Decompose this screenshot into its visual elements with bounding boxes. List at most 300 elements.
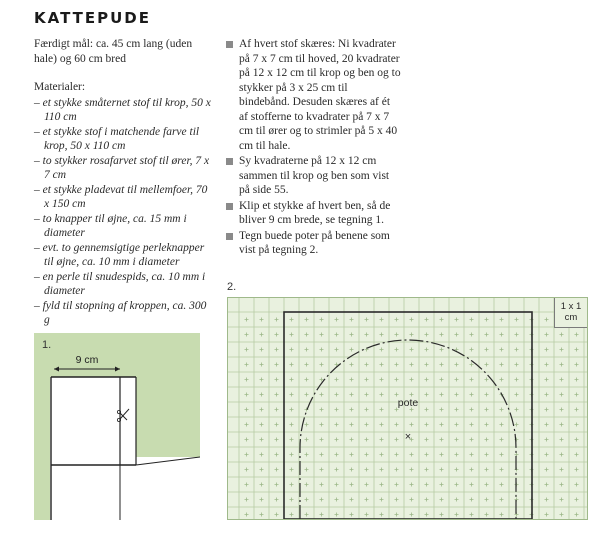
material-item: – to stykker rosafarvet stof til ører, 7 x 7 cm — [34, 154, 214, 183]
grid-plus-mark — [440, 468, 444, 472]
square-bullet-icon — [226, 158, 233, 165]
figure-1-label: 1. — [42, 339, 52, 351]
grid-plus-mark — [290, 498, 294, 502]
grid-plus-mark — [275, 348, 279, 352]
grid-plus-mark — [320, 453, 324, 457]
grid-plus-mark — [500, 453, 504, 457]
grid-plus-mark — [500, 378, 504, 382]
grid-plus-mark — [275, 513, 279, 517]
grid-plus-mark — [350, 378, 354, 382]
grid-plus-mark — [545, 348, 549, 352]
material-item: – et stykke pladevat til mellemfoer, 70 x 150 cm — [34, 183, 214, 212]
figure-2-panel — [227, 297, 588, 520]
grid-plus-mark — [350, 393, 354, 397]
grid-plus-mark — [575, 333, 579, 337]
grid-plus-mark — [410, 363, 414, 367]
grid-plus-mark — [290, 378, 294, 382]
grid-plus-mark — [500, 333, 504, 337]
grid-plus-mark — [350, 348, 354, 352]
grid-plus-mark — [515, 348, 519, 352]
grid-plus-mark — [380, 468, 384, 472]
grid-plus-mark — [305, 453, 309, 457]
grid-plus-mark — [260, 453, 264, 457]
grid-plus-mark — [440, 423, 444, 427]
grid-plus-mark — [290, 468, 294, 472]
grid-plus-mark — [305, 438, 309, 442]
material-item: – to knapper til øjne, ca. 15 mm i diameter — [34, 212, 214, 241]
grid-plus-mark — [290, 318, 294, 322]
grid-plus-mark — [545, 498, 549, 502]
grid-plus-mark — [440, 378, 444, 382]
grid-plus-mark — [560, 513, 564, 517]
grid-plus-mark — [485, 438, 489, 442]
grid-plus-mark — [500, 363, 504, 367]
grid-plus-mark — [260, 483, 264, 487]
grid-plus-mark — [395, 393, 399, 397]
grid-plus-mark — [245, 333, 249, 337]
step-text: Sy kvadraterne på 12 x 12 cm sammen til krop og ben som vist på side 55. — [239, 155, 390, 196]
grid-plus-mark — [560, 423, 564, 427]
grid-plus-mark — [335, 438, 339, 442]
grid-plus-mark — [470, 438, 474, 442]
grid-plus-mark — [320, 408, 324, 412]
grid-plus-mark — [575, 468, 579, 472]
grid-plus-mark — [245, 318, 249, 322]
grid-plus-mark — [260, 468, 264, 472]
materials-heading: Materialer: — [34, 81, 86, 93]
grid-plus-mark — [560, 363, 564, 367]
grid-plus-mark — [485, 423, 489, 427]
grid-plus-mark — [350, 483, 354, 487]
grid-plus-mark — [335, 408, 339, 412]
grid-plus-mark — [245, 393, 249, 397]
step-text: Af hvert stof skæres: Ni kvadrater på 7 x 7 cm til hoved, 20 kvadrater på 12 x 12 cm til krop og ben og to stykker på 3 x 25 cm til bindebånd. Desuden skæres af ét af stofferne to kvadrater på 7 x 7 cm til ører og to strimler på 5 x 40 cm til hale. — [239, 38, 401, 152]
grid-plus-mark — [500, 468, 504, 472]
grid-plus-mark — [365, 498, 369, 502]
grid-plus-mark — [290, 423, 294, 427]
grid-plus-mark — [365, 378, 369, 382]
grid-plus-mark — [575, 378, 579, 382]
grid-plus-mark — [320, 348, 324, 352]
grid-plus-mark — [260, 378, 264, 382]
grid-plus-mark — [575, 408, 579, 412]
grid-plus-mark — [560, 348, 564, 352]
grid-plus-mark — [515, 408, 519, 412]
grid-plus-mark — [545, 333, 549, 337]
grid-plus-mark — [290, 348, 294, 352]
grid-plus-mark — [245, 483, 249, 487]
grid-plus-mark — [275, 498, 279, 502]
grid-plus-mark — [395, 333, 399, 337]
grid-plus-mark — [275, 318, 279, 322]
grid-plus-mark — [290, 408, 294, 412]
grid-plus-mark — [305, 468, 309, 472]
grid-plus-mark — [410, 483, 414, 487]
grid-plus-mark — [275, 468, 279, 472]
grid-plus-mark — [455, 423, 459, 427]
grid-plus-mark — [485, 378, 489, 382]
grid-plus-mark — [485, 318, 489, 322]
grid-plus-mark — [455, 513, 459, 517]
grid-plus-mark — [470, 393, 474, 397]
grid-plus-mark — [410, 453, 414, 457]
grid-plus-mark — [395, 363, 399, 367]
grid-plus-mark — [515, 453, 519, 457]
grid-plus-mark — [245, 468, 249, 472]
grid-plus-mark — [275, 363, 279, 367]
materials-section — [34, 80, 214, 328]
grid-plus-mark — [470, 453, 474, 457]
grid-plus-mark — [560, 468, 564, 472]
grid-plus-mark — [335, 513, 339, 517]
grid-plus-mark — [455, 378, 459, 382]
grid-plus-mark — [260, 408, 264, 412]
grid-plus-mark — [425, 363, 429, 367]
grid-plus-mark — [305, 423, 309, 427]
grid-plus-mark — [515, 318, 519, 322]
grid-plus-mark — [575, 513, 579, 517]
grid-plus-mark — [425, 498, 429, 502]
grid-plus-mark — [440, 318, 444, 322]
grid-plus-mark — [410, 393, 414, 397]
grid-plus-mark — [365, 438, 369, 442]
grid-plus-mark — [500, 438, 504, 442]
step-text: Klip et stykke af hvert ben, så de bliver 9 cm brede, se tegning 1. — [239, 199, 391, 226]
grid-plus-mark — [455, 498, 459, 502]
grid-plus-mark — [275, 333, 279, 337]
fabric-lower-area — [50, 457, 200, 520]
grid-plus-mark — [350, 408, 354, 412]
grid-plus-mark — [425, 513, 429, 517]
grid-plus-mark — [515, 393, 519, 397]
grid-plus-mark — [515, 423, 519, 427]
grid-plus-mark — [320, 468, 324, 472]
grid-plus-mark — [425, 423, 429, 427]
grid-plus-mark — [545, 483, 549, 487]
grid-plus-mark — [335, 318, 339, 322]
grid-plus-mark — [470, 378, 474, 382]
grid-plus-mark — [410, 498, 414, 502]
grid-plus-mark — [305, 363, 309, 367]
grid-plus-mark — [470, 423, 474, 427]
scale-box — [554, 298, 587, 328]
figure-1-drawing — [34, 333, 200, 520]
figure-2-label: 2. — [227, 281, 237, 293]
grid-plus-mark — [560, 408, 564, 412]
instruction-steps — [226, 37, 401, 259]
grid-plus-mark — [545, 378, 549, 382]
grid-plus-mark — [425, 318, 429, 322]
grid-plus-mark — [410, 333, 414, 337]
grid-plus-mark — [245, 513, 249, 517]
dimension-label: 9 cm — [75, 354, 99, 366]
grid-plus-mark — [485, 453, 489, 457]
grid-plus-mark — [260, 498, 264, 502]
grid-plus-mark — [470, 468, 474, 472]
grid-plus-mark — [305, 348, 309, 352]
material-item: – evt. to gennemsigtige perleknapper til øjne, ca. 10 mm i diameter — [34, 241, 214, 270]
grid-plus-mark — [545, 363, 549, 367]
center-mark: × — [404, 431, 412, 443]
grid-plus-mark — [365, 318, 369, 322]
grid-plus-mark — [425, 453, 429, 457]
grid-plus-mark — [395, 318, 399, 322]
grid-plus-mark — [545, 318, 549, 322]
grid-plus-mark — [560, 498, 564, 502]
grid-plus-mark — [380, 348, 384, 352]
grid-plus-mark — [245, 423, 249, 427]
square-bullet-icon — [226, 233, 233, 240]
grid-plus-mark — [260, 318, 264, 322]
figure-1-panel — [34, 333, 200, 520]
grid-plus-mark — [245, 453, 249, 457]
grid-plus-mark — [425, 483, 429, 487]
grid-plus-mark — [335, 393, 339, 397]
grid-plus-mark — [575, 393, 579, 397]
grid-plus-mark — [485, 333, 489, 337]
material-item: – et stykke småternet stof til krop, 50 x 110 cm — [34, 96, 214, 125]
grid-plus-mark — [545, 513, 549, 517]
grid-plus-mark — [350, 363, 354, 367]
grid-plus-mark — [350, 423, 354, 427]
grid-plus-mark — [575, 498, 579, 502]
paw-label: pote — [397, 397, 419, 409]
grid-plus-mark — [515, 363, 519, 367]
grid-plus-mark — [500, 408, 504, 412]
grid-plus-mark — [500, 498, 504, 502]
grid-plus-mark — [560, 378, 564, 382]
grid-plus-mark — [425, 438, 429, 442]
grid-plus-mark — [500, 348, 504, 352]
grid-plus-mark — [335, 453, 339, 457]
step-item — [226, 37, 401, 153]
grid-plus-mark — [485, 363, 489, 367]
material-item: – fyld til stopning af kroppen, ca. 300 g — [34, 299, 214, 328]
grid-plus-mark — [455, 393, 459, 397]
grid-plus-mark — [560, 438, 564, 442]
scale-line-1: 1 x 1 — [560, 301, 582, 312]
grid-plus-mark — [380, 363, 384, 367]
grid-plus-mark — [245, 378, 249, 382]
grid-plus-mark — [425, 378, 429, 382]
grid-plus-mark — [320, 423, 324, 427]
grid-plus-mark — [350, 498, 354, 502]
grid-plus-mark — [515, 333, 519, 337]
square-bullet-icon — [226, 203, 233, 210]
grid-plus-mark — [500, 423, 504, 427]
materials-list — [34, 96, 214, 328]
grid-plus-mark — [290, 438, 294, 442]
grid-plus-mark — [350, 453, 354, 457]
grid-plus-mark — [260, 438, 264, 442]
grid-plus-mark — [380, 333, 384, 337]
grid-plus-mark — [485, 408, 489, 412]
grid-plus-mark — [440, 513, 444, 517]
grid-plus-mark — [305, 378, 309, 382]
grid-plus-mark — [575, 348, 579, 352]
grid-plus-mark — [305, 318, 309, 322]
grid-plus-mark — [275, 483, 279, 487]
grid-plus-mark — [575, 483, 579, 487]
leg-outline — [284, 312, 532, 519]
grid-plus-mark — [245, 438, 249, 442]
grid-plus-mark — [320, 513, 324, 517]
grid-plus-mark — [545, 408, 549, 412]
grid-plus-mark — [455, 468, 459, 472]
grid-plus-mark — [455, 318, 459, 322]
grid-plus-mark — [485, 498, 489, 502]
grid-plus-mark — [395, 468, 399, 472]
grid-plus-mark — [440, 333, 444, 337]
grid-plus-mark — [320, 333, 324, 337]
grid-plus-mark — [500, 318, 504, 322]
grid-plus-mark — [395, 483, 399, 487]
material-item: – et stykke stof i matchende farve til krop, 50 x 110 cm — [34, 125, 214, 154]
grid-plus-mark — [410, 513, 414, 517]
grid-plus-mark — [455, 408, 459, 412]
square-bullet-icon — [226, 41, 233, 48]
grid-plus-mark — [395, 498, 399, 502]
grid-plus-mark — [470, 318, 474, 322]
grid-plus-mark — [575, 438, 579, 442]
grid-plus-mark — [380, 408, 384, 412]
grid-plus-mark — [260, 363, 264, 367]
grid-plus-mark — [350, 468, 354, 472]
grid-plus-mark — [275, 423, 279, 427]
grid-plus-mark — [275, 408, 279, 412]
grid-plus-mark — [335, 423, 339, 427]
grid-plus-mark — [410, 468, 414, 472]
grid-plus-mark — [470, 483, 474, 487]
page-title: KATTEPUDE — [34, 9, 151, 27]
grid-plus-mark — [560, 393, 564, 397]
grid-plus-mark — [365, 423, 369, 427]
grid-plus-mark — [425, 468, 429, 472]
grid-plus-mark — [320, 393, 324, 397]
grid-plus-mark — [365, 333, 369, 337]
grid-plus-mark — [455, 363, 459, 367]
scale-line-2: cm — [564, 312, 578, 323]
grid-plus-mark — [260, 513, 264, 517]
grid-plus-mark — [305, 393, 309, 397]
grid-plus-mark — [320, 498, 324, 502]
grid-plus-mark — [380, 423, 384, 427]
grid-plus-mark — [365, 363, 369, 367]
grid-plus-mark — [395, 423, 399, 427]
grid-plus-mark — [545, 393, 549, 397]
grid-plus-mark — [245, 348, 249, 352]
grid-plus-mark — [260, 393, 264, 397]
grid-plus-mark — [290, 513, 294, 517]
grid-plus-mark — [575, 423, 579, 427]
grid-plus-mark — [245, 408, 249, 412]
grid-plus-mark — [260, 423, 264, 427]
grid-plus-mark — [245, 498, 249, 502]
grid-plus-mark — [380, 378, 384, 382]
grid-plus-mark — [485, 468, 489, 472]
grid-plus-mark — [440, 483, 444, 487]
grid-plus-mark — [305, 498, 309, 502]
grid-plus-mark — [500, 513, 504, 517]
grid-plus-mark — [290, 453, 294, 457]
grid-plus-mark — [515, 378, 519, 382]
grid-plus-mark — [380, 453, 384, 457]
grid-plus-mark — [365, 513, 369, 517]
grid-plus-mark — [305, 333, 309, 337]
grid-plus-mark — [365, 468, 369, 472]
grid-plus-mark — [455, 483, 459, 487]
grid-plus-mark — [470, 333, 474, 337]
grid-plus-mark — [335, 468, 339, 472]
grid-plus-mark — [335, 483, 339, 487]
grid-plus-mark — [350, 438, 354, 442]
grid-plus-mark — [470, 363, 474, 367]
grid-plus-mark — [410, 423, 414, 427]
grid-plus-mark — [290, 333, 294, 337]
grid-plus-mark — [545, 453, 549, 457]
grid-plus-mark — [380, 393, 384, 397]
grid-plus-mark — [380, 438, 384, 442]
grid-plus-mark — [575, 453, 579, 457]
grid-plus-mark — [380, 318, 384, 322]
grid-plus-mark — [410, 378, 414, 382]
grid-plus-mark — [575, 363, 579, 367]
grid-plus-mark — [545, 438, 549, 442]
grid-plus-mark — [395, 348, 399, 352]
grid-plus-mark — [380, 513, 384, 517]
grid-plus-mark — [470, 408, 474, 412]
grid-plus-mark — [455, 453, 459, 457]
grid-plus-mark — [560, 333, 564, 337]
grid-plus-mark — [260, 333, 264, 337]
grid-plus-mark — [290, 483, 294, 487]
grid-plus-mark — [560, 453, 564, 457]
grid-plus-mark — [350, 513, 354, 517]
material-item: – en perle til snudespids, ca. 10 mm i diameter — [34, 270, 214, 299]
grid-plus-mark — [320, 318, 324, 322]
grid-plus-mark — [545, 468, 549, 472]
grid-plus-mark — [410, 318, 414, 322]
grid-plus-mark — [440, 438, 444, 442]
grid-plus-mark — [395, 378, 399, 382]
grid-plus-mark — [395, 513, 399, 517]
grid-plus-mark — [290, 363, 294, 367]
grid-plus-mark — [425, 393, 429, 397]
grid-plus-mark — [560, 483, 564, 487]
grid-plus-mark — [425, 408, 429, 412]
grid-plus-mark — [410, 348, 414, 352]
grid-plus-mark — [470, 498, 474, 502]
grid-plus-mark — [485, 348, 489, 352]
grid-plus-mark — [305, 513, 309, 517]
grid-plus-mark — [320, 483, 324, 487]
grid-plus-mark — [470, 513, 474, 517]
grid-plus-mark — [365, 453, 369, 457]
finished-size: Færdigt mål: ca. 45 cm lang (uden hale) og 60 cm bred — [34, 38, 193, 65]
step-item — [226, 229, 401, 258]
grid-plus-mark — [320, 363, 324, 367]
grid-plus-mark — [380, 483, 384, 487]
grid-plus-mark — [440, 408, 444, 412]
grid-plus-mark — [275, 438, 279, 442]
step-text: Tegn buede poter på benene som vist på tegning 2. — [239, 229, 390, 256]
grid-plus-mark — [350, 333, 354, 337]
grid-plus-mark — [485, 513, 489, 517]
grid-plus-mark — [305, 483, 309, 487]
grid-plus-mark — [335, 498, 339, 502]
grid-plus-mark — [440, 498, 444, 502]
grid-plus-mark — [365, 483, 369, 487]
